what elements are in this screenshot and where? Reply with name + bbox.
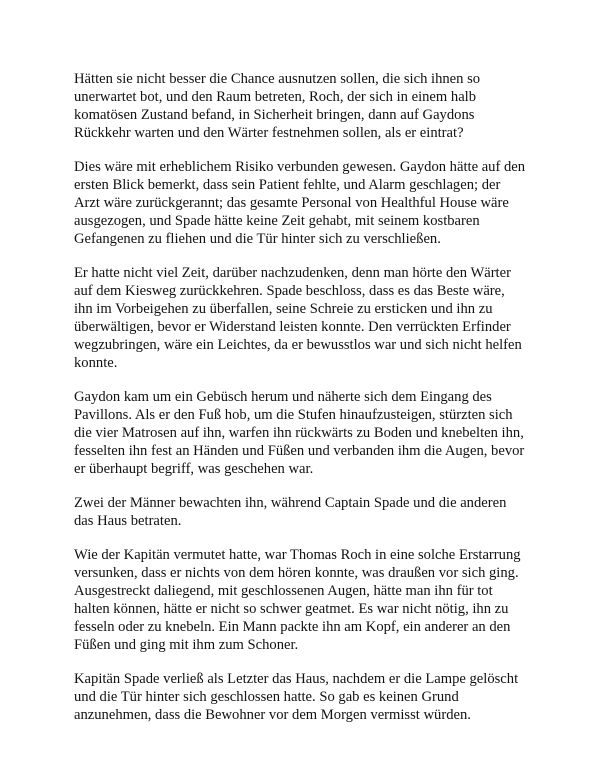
paragraph-1: Hätten sie nicht besser die Chance ausnutzen sollen, die sich ihnen so unerwartet bot, und den Raum betreten, Roch, der sich in einem halb komatösen Zustand befand, in Sicherheit bringen, dann auf Gaydons Rückkehr warten und den Wärter festnehmen sollen, als er eintrat? xyxy=(74,71,481,141)
paragraph-5: Zwei der Männer bewachten ihn, während Captain Spade und die anderen das Haus betraten. xyxy=(74,495,507,529)
paragraph-4: Gaydon kam um ein Gebüsch herum und näherte sich dem Eingang des Pavillons. Als er den Fuß hob, um die Stufen hinaufzusteigen, stürzten sich die vier Matrosen auf ihn, warfen ihn rückwärts zu Boden und knebelten ihn, fesselten ihn fest an Händen und Füßen und verbanden ihm die Augen, bevor er überhaupt begriff, was geschehen war. xyxy=(74,389,525,477)
paragraph-7: Kapitän Spade verließ als Letzter das Haus, nachdem er die Lampe gelöscht und die Tür hinter sich geschlossen hatte. So gab es keinen Grund anzunehmen, dass die Bewohner vor dem Morgen vermisst würden. xyxy=(74,671,519,723)
paragraph-3: Er hatte nicht viel Zeit, darüber nachzudenken, denn man hörte den Wärter auf dem Kiesweg zurückkehren. Spade beschloss, dass es das Beste wäre, ihn im Vorbeigehen zu überfallen, seine Schreie zu ersticken und ihn zu überwältigen, bevor er Widerstand leisten konnte. Den verrückten Erfinder wegzubringen, wäre ein Leichtes, da er bewusstlos war und sich nicht helfen konnte. xyxy=(74,265,522,371)
paragraph-2: Dies wäre mit erheblichem Risiko verbunden gewesen. Gaydon hätte auf den ersten Blick bemerkt, dass sein Patient fehlte, und Alarm geschlagen; der Arzt wäre zurückgerannt; das gesamte Personal von Healthful House wäre ausgezogen, und Spade hätte keine Zeit gehabt, mit seinem kostbaren Gefangenen zu fliehen und die Tür hinter sich zu verschließen. xyxy=(74,159,526,247)
paragraph-6: Wie der Kapitän vermutet hatte, war Thomas Roch in eine solche Erstarrung versunken, dass er nichts von dem hören konnte, was draußen vor sich ging. Ausgestreckt daliegend, mit geschlossenen Augen, hätte man ihn für tot halten können, hätte er nicht so schwer geatmet. Es war nicht nötig, ihn zu fesseln oder zu knebeln. Ein Mann packte ihn am Kopf, ein anderer an den Füßen und ging mit ihm zum Schoner. xyxy=(74,547,521,653)
